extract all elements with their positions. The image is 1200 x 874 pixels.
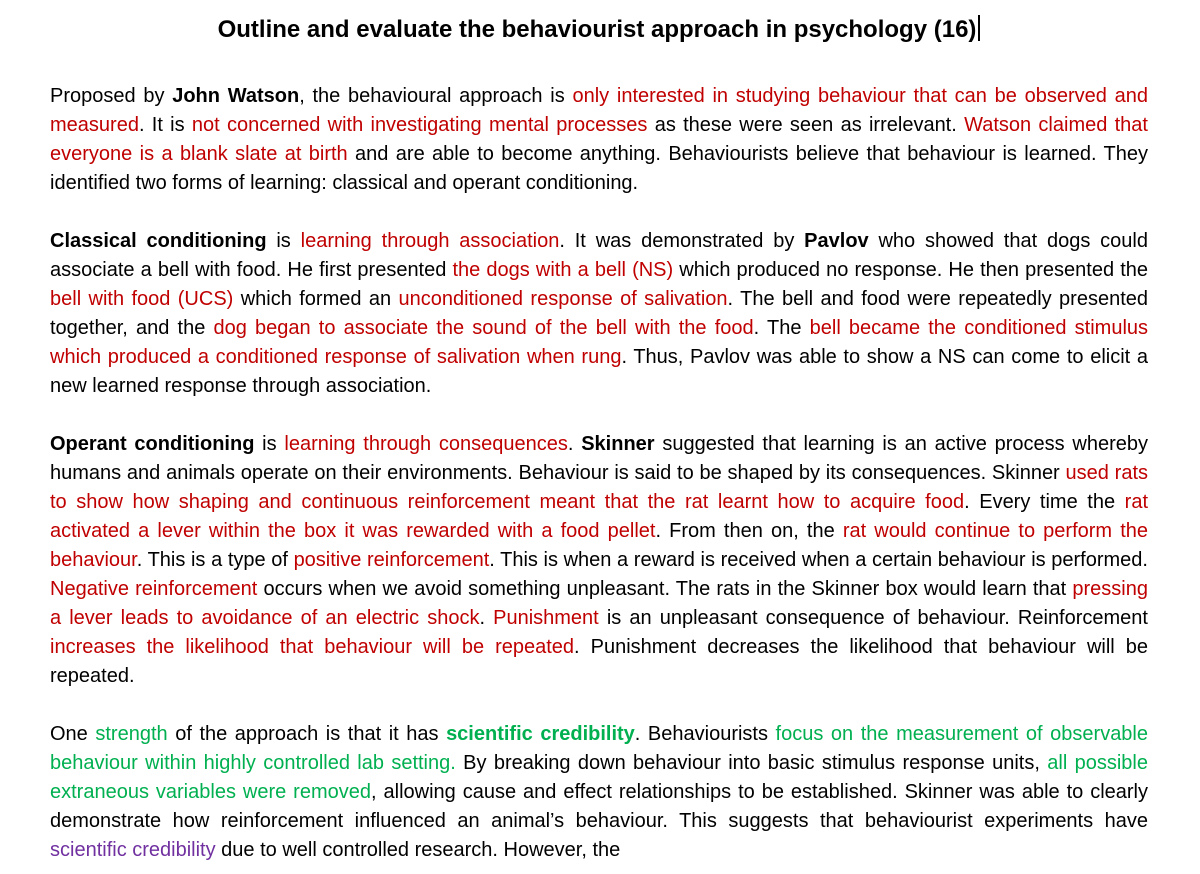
text-run[interactable]: focus on the measurement of observable behaviour within highly controlled lab setting. xyxy=(50,723,1149,774)
text-run[interactable]: . Behaviourists xyxy=(634,723,776,745)
text-run[interactable]: Operant conditioning xyxy=(50,433,255,455)
text-run[interactable]: bell with food (UCS) xyxy=(50,288,234,310)
text-run[interactable]: By breaking down behaviour into basic stimulus response units, xyxy=(455,752,1048,774)
text-run[interactable]: . It is xyxy=(138,114,192,136)
text-run[interactable]: suggested that learning is an active process whereby humans and animals operate on their environments. Behaviour is said to be shaped by its consequences. Skinner xyxy=(50,433,1149,484)
text-run[interactable]: increases the likelihood that behaviour will be repeated xyxy=(50,636,575,658)
text-run[interactable]: is an unpleasant consequence of behaviour. Reinforcement xyxy=(598,607,1148,629)
text-run[interactable]: due to well controlled research. However, the xyxy=(215,839,621,861)
text-cursor xyxy=(978,15,980,41)
text-run[interactable]: not concerned with investigating mental processes xyxy=(191,114,648,136)
text-run[interactable]: . The xyxy=(753,317,810,339)
text-run[interactable]: learning through association xyxy=(300,230,560,252)
text-run[interactable]: Watson claimed that everyone is a blank slate at birth xyxy=(50,114,1148,165)
text-run[interactable]: . Thus, Pavlov was able to show a NS can come to elicit a new learned response through association. xyxy=(50,346,1148,397)
text-run[interactable]: . Punishment decreases the likelihood that behaviour will be repeated. xyxy=(50,636,1149,687)
text-run[interactable]: is xyxy=(254,433,285,455)
text-run[interactable]: scientific credibility xyxy=(446,723,635,745)
text-run[interactable]: Punishment xyxy=(493,607,599,629)
text-run[interactable]: . From then on, the xyxy=(655,520,843,542)
text-run[interactable]: . This is when a reward is received when a certain behaviour is performed. xyxy=(489,549,1148,571)
text-run[interactable]: bell became the conditioned stimulus which produced a conditioned response of salivation when rung xyxy=(50,317,1149,368)
text-run[interactable]: occurs when we avoid something unpleasant. The rats in the Skinner box would learn that xyxy=(257,578,1073,600)
paragraph-evaluation-strength[interactable] xyxy=(50,720,1148,865)
text-run[interactable]: . The bell and food were repeatedly presented together, and the xyxy=(50,288,1149,339)
text-run[interactable]: . xyxy=(479,607,494,629)
text-run[interactable]: , allowing cause and effect relationships to be established. Skinner was able to clearly demonstrate how reinforcement influenced an animal’s behaviour. This suggests that behaviourist experiments have xyxy=(50,781,1149,832)
text-run[interactable]: , the behavioural approach is xyxy=(299,85,573,107)
text-run[interactable]: is xyxy=(266,230,301,252)
text-run[interactable]: Skinner xyxy=(581,433,655,455)
text-run[interactable]: all possible extraneous variables were removed xyxy=(50,752,1148,803)
text-run[interactable]: scientific credibility xyxy=(50,839,216,861)
text-run[interactable]: pressing a lever leads to avoidance of an electric shock xyxy=(50,578,1148,629)
text-run[interactable]: Proposed by xyxy=(50,85,173,107)
text-run[interactable]: of the approach is that it has xyxy=(167,723,447,745)
document-title[interactable] xyxy=(50,14,1148,46)
text-run[interactable]: Pavlov xyxy=(804,230,869,252)
text-run[interactable]: strength xyxy=(95,723,168,745)
text-run[interactable]: only interested in studying behaviour that can be observed and measured xyxy=(50,85,1148,136)
text-run[interactable]: dog began to associate the sound of the bell with the food xyxy=(213,317,754,339)
text-run[interactable]: One xyxy=(50,723,96,745)
text-run[interactable]: the dogs with a bell (NS) xyxy=(452,259,674,281)
text-run[interactable]: who showed that dogs could associate a bell with food. He first presented xyxy=(50,230,1148,281)
text-run[interactable]: which produced no response. He then presented the xyxy=(673,259,1148,281)
text-run[interactable]: Classical conditioning xyxy=(50,230,267,252)
text-run[interactable]: . This is a type of xyxy=(136,549,294,571)
text-run[interactable]: rat would continue to perform the behaviour xyxy=(50,520,1149,571)
text-run[interactable]: . Every time the xyxy=(964,491,1125,513)
text-run[interactable]: learning through consequences xyxy=(284,433,568,455)
paragraph-operant-conditioning[interactable] xyxy=(50,430,1148,691)
text-run[interactable]: used rats to show how shaping and continuous reinforcement meant that the rat learnt how to acquire food xyxy=(50,462,1149,513)
text-run[interactable]: positive reinforcement xyxy=(293,549,490,571)
text-run[interactable]: . It was demonstrated by xyxy=(559,230,805,252)
title-text[interactable]: Outline and evaluate the behaviourist approach in psychology (16) xyxy=(217,16,977,43)
text-run[interactable]: Negative reinforcement xyxy=(50,578,258,600)
text-run[interactable]: which formed an xyxy=(233,288,399,310)
text-run[interactable]: John Watson xyxy=(172,85,300,107)
paragraph-classical-conditioning[interactable] xyxy=(50,227,1148,401)
text-run[interactable]: as these were seen as irrelevant. xyxy=(647,114,965,136)
text-run[interactable]: rat activated a lever within the box it was rewarded with a food pellet xyxy=(50,491,1148,542)
text-run[interactable]: . xyxy=(567,433,582,455)
paragraph-intro[interactable] xyxy=(50,82,1148,198)
text-run[interactable]: and are able to become anything. Behaviourists believe that behaviour is learned. They identified two forms of learning: classical and operant conditioning. xyxy=(50,143,1148,194)
text-run[interactable]: unconditioned response of salivation xyxy=(398,288,728,310)
